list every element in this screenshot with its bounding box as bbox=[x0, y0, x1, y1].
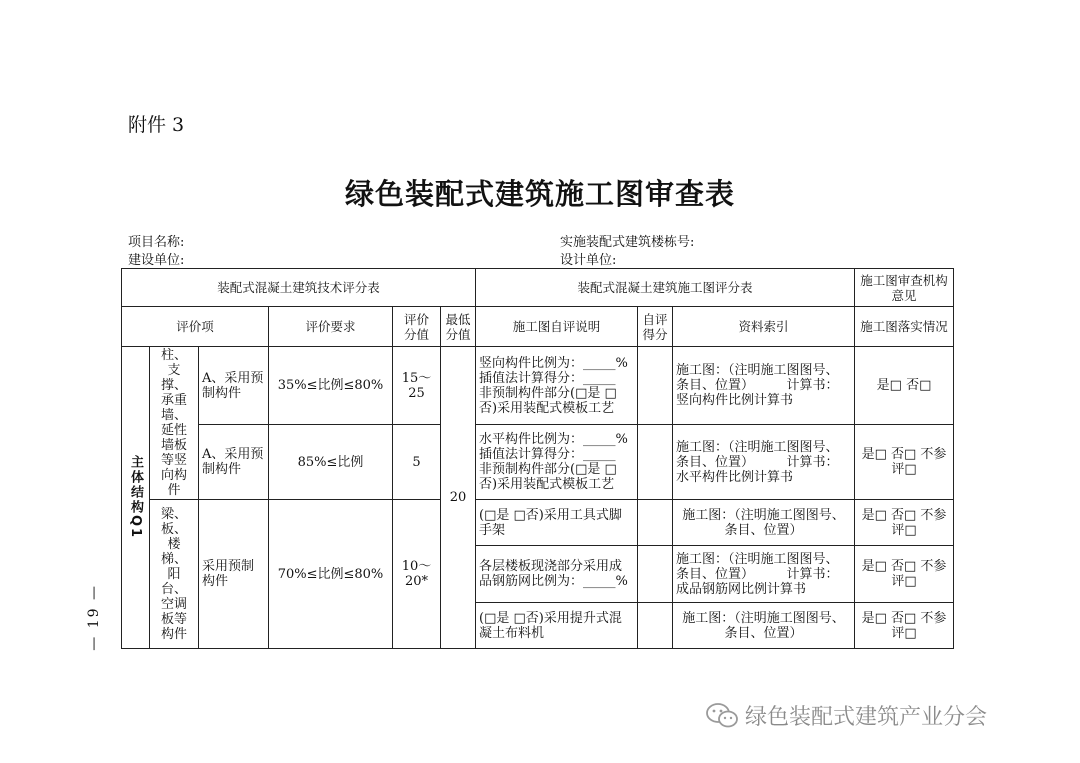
implementation: 是□ 否□ 不参评□ bbox=[855, 500, 954, 546]
table-row bbox=[122, 347, 954, 425]
col-req-header: 评价要求 bbox=[269, 307, 393, 347]
score: 10～20* bbox=[393, 500, 441, 649]
self-score-cell[interactable] bbox=[638, 546, 673, 603]
self-score-cell[interactable] bbox=[638, 347, 673, 425]
watermark-text: 绿色装配式建筑产业分会 bbox=[745, 705, 988, 730]
section-drawing-score: 装配式混凝土建筑施工图评分表 bbox=[476, 269, 855, 307]
reference: 施工图：（注明施工图图号、条目、位置） 计算书： 竖向构件比例计算书 bbox=[673, 347, 855, 425]
self-score-cell[interactable] bbox=[638, 603, 673, 649]
col-impl-header: 施工图落实情况 bbox=[855, 307, 954, 347]
watermark bbox=[705, 700, 987, 731]
self-eval-desc: (□是 □否)采用提升式混凝土布料机 bbox=[476, 603, 638, 649]
building-no-label: 实施装配式建筑楼栋号: bbox=[560, 235, 695, 250]
requirement: 85%≤比例 bbox=[269, 425, 393, 500]
min-score: 20 bbox=[441, 347, 476, 649]
implementation: 是□ 否□ bbox=[855, 347, 954, 425]
sub-item: 采用预制构件 bbox=[199, 500, 269, 649]
group-label: 主体结构Q1 bbox=[128, 455, 143, 540]
implementation: 是□ 否□ 不参评□ bbox=[855, 603, 954, 649]
col-score-header: 评价分值 bbox=[403, 311, 429, 342]
self-eval-desc: 竖向构件比例为：_____% 插值法计算得分：_____ 非预制构件部分(□是 □否)采用装配式模板工艺 bbox=[476, 347, 638, 425]
self-eval-desc: (□是 □否)采用工具式脚手架 bbox=[476, 500, 638, 546]
col-ref-header: 资料索引 bbox=[673, 307, 855, 347]
sub-item: A、采用预制构件 bbox=[199, 347, 269, 425]
reference: 施工图：（注明施工图图号、条目、位置） 计算书： 成品钢筋网比例计算书 bbox=[673, 546, 855, 603]
col-item-header: 评价项 bbox=[122, 307, 269, 347]
wechat-icon bbox=[705, 702, 739, 730]
requirement: 70%≤比例≤80% bbox=[269, 500, 393, 649]
attachment-label: 附件 3 bbox=[128, 114, 185, 136]
project-name-label: 项目名称: bbox=[128, 235, 185, 250]
score: 5 bbox=[393, 425, 441, 500]
page-title: 绿色装配式建筑施工图审查表 bbox=[344, 177, 735, 211]
builder-label: 建设单位: bbox=[128, 253, 185, 268]
implementation: 是□ 否□ 不参评□ bbox=[855, 425, 954, 500]
implementation: 是□ 否□ 不参评□ bbox=[855, 546, 954, 603]
reference: 施工图：（注明施工图图号、条目、位置） bbox=[673, 603, 855, 649]
score: 15～25 bbox=[393, 347, 441, 425]
requirement: 35%≤比例≤80% bbox=[269, 347, 393, 425]
reference: 施工图：（注明施工图图号、条目、位置） 计算书： 水平构件比例计算书 bbox=[673, 425, 855, 500]
sub-item: A、采用预制构件 bbox=[199, 425, 269, 500]
designer-label: 设计单位: bbox=[560, 253, 617, 268]
review-table bbox=[121, 268, 954, 649]
table-row bbox=[122, 425, 954, 500]
section-tech-score: 装配式混凝土建筑技术评分表 bbox=[122, 269, 476, 307]
self-eval-desc: 水平构件比例为：_____% 插值法计算得分：_____ 非预制构件部分(□是 □否)采用装配式模板工艺 bbox=[476, 425, 638, 500]
page-number: — 19 — bbox=[86, 584, 102, 651]
category-vertical: 柱、支撑、承重墙、延性墙板等竖向构件 bbox=[160, 348, 187, 498]
col-desc-header: 施工图自评说明 bbox=[476, 307, 638, 347]
category-horizontal: 梁、板、楼梯、阳台、空调板等构件 bbox=[160, 506, 187, 642]
self-eval-desc: 各层楼板现浇部分采用成品钢筋网比例为：_____% bbox=[476, 546, 638, 603]
section-review-opinion: 施工图审查机构意见 bbox=[855, 269, 954, 307]
table-row bbox=[122, 500, 954, 546]
self-score-cell[interactable] bbox=[638, 425, 673, 500]
col-self-header: 自评得分 bbox=[642, 311, 668, 342]
self-score-cell[interactable] bbox=[638, 500, 673, 546]
col-min-header: 最低分值 bbox=[445, 311, 471, 342]
reference: 施工图：（注明施工图图号、条目、位置） bbox=[673, 500, 855, 546]
